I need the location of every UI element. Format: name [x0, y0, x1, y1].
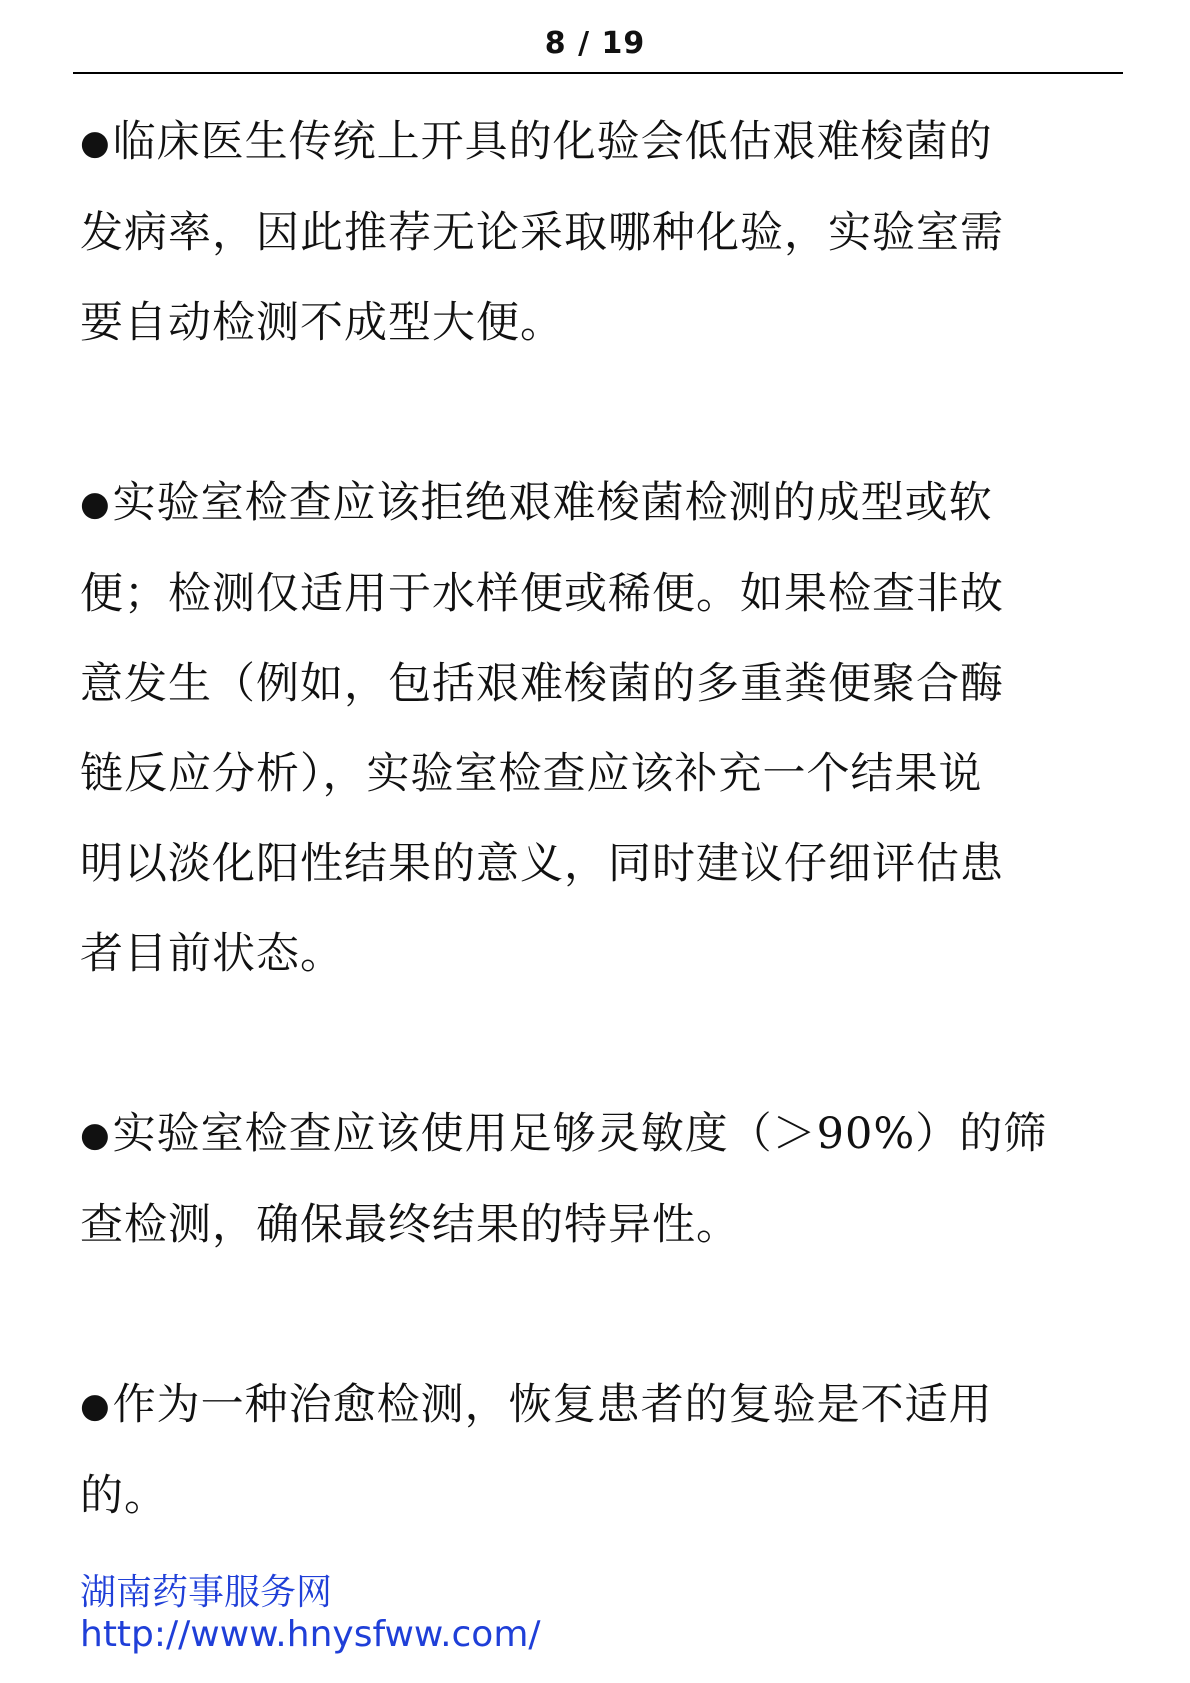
paragraph-line: [80, 458, 1120, 549]
line-text: 作为一种治愈检测，恢复患者的复验是不适用: [112, 1380, 993, 1430]
bullet-icon: ●: [80, 484, 111, 524]
page-number: 8 / 19: [544, 26, 646, 61]
header-divider: [73, 72, 1123, 74]
paragraph-2: [80, 458, 1120, 999]
line-text: 临床医生传统上开具的化验会低估艰难梭菌的: [112, 117, 993, 167]
paragraph-line: 者目前状态。: [80, 929, 344, 979]
paragraph-1: [80, 97, 1120, 368]
paragraph-line: 查检测，确保最终结果的特异性。: [80, 1200, 740, 1250]
bullet-icon: ●: [80, 123, 111, 163]
paragraph-3: [80, 1089, 1120, 1270]
bullet-icon: ●: [80, 1115, 111, 1155]
footer: [80, 1572, 541, 1656]
line-text: 实验室检查应该拒绝艰难梭菌检测的成型或软: [112, 478, 993, 528]
paragraph-line: 的。: [80, 1471, 168, 1521]
footer-url-link[interactable]: http://www.hnysfww.com/: [80, 1614, 541, 1655]
paragraph-line: 发病率，因此推荐无论采取哪种化验，实验室需: [80, 208, 1004, 258]
paragraph-line: [80, 97, 1120, 188]
document-body: [80, 97, 1120, 1631]
paragraph-line: 明以淡化阳性结果的意义，同时建议仔细评估患: [80, 839, 1004, 889]
paragraph-line: 链反应分析），实验室检查应该补充一个结果说: [80, 749, 983, 799]
paragraph-line: 要自动检测不成型大便。: [80, 298, 564, 348]
bullet-icon: ●: [80, 1386, 111, 1426]
paragraph-4: [80, 1360, 1120, 1541]
footer-site-name: 湖南药事服务网: [80, 1572, 333, 1613]
paragraph-line: 便；检测仅适用于水样便或稀便。如果检查非故: [80, 569, 1004, 619]
paragraph-line: [80, 1360, 1120, 1451]
paragraph-line: 意发生（例如，包括艰难梭菌的多重粪便聚合酶: [80, 659, 1004, 709]
line-text: 实验室检查应该使用足够灵敏度（＞90%）的筛: [112, 1109, 1048, 1159]
paragraph-line: [80, 1089, 1120, 1180]
